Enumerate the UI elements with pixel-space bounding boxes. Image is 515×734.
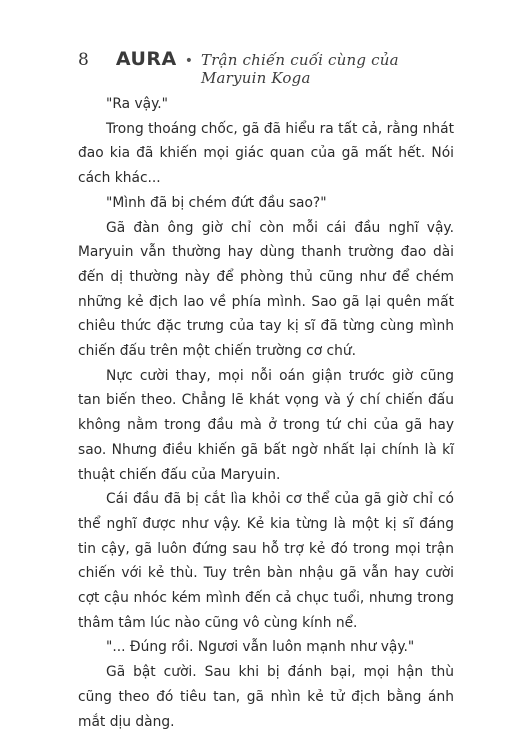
paragraph: Cái đầu đã bị cắt lìa khỏi cơ thể của gã giờ chỉ có thể nghĩ được như vậy. Kẻ kia từng là một kị sĩ đáng tin cậy, gã luôn đứng sau hỗ trợ kẻ đó trong mọi trận chiến với kẻ thù. Tuy trên bàn nhậu gã vẫn hay cười cợt cậu nhóc kém mình đến cả chục tuổi, nhưng trong thâm tâm lúc nào cũng vô cùng kính nể. — [78, 491, 454, 631]
book-title: Trận chiến cuối cùng của Maryuin Koga — [200, 51, 399, 87]
page-number: 8 — [78, 50, 89, 70]
paragraph: "Ra vậy." — [106, 96, 169, 112]
header-separator: • — [184, 53, 193, 69]
paragraph: Trong thoáng chốc, gã đã hiểu ra tất cả, rằng nhát đao kia đã khiến mọi giác quan của gã mất hết. Nói cách khác... — [78, 120, 454, 187]
paragraph: Gã bật cười. Sau khi bị đánh bại, mọi hận thù cũng theo đó tiêu tan, gã nhìn kẻ tử địch bằng ánh mắt dịu dàng. — [78, 664, 454, 730]
series-logo: AURA — [115, 48, 177, 70]
body-text — [78, 92, 454, 734]
running-header — [78, 48, 458, 87]
paragraph: "Mình đã bị chém đứt đầu sao?" — [106, 194, 327, 211]
paragraph: Nực cười thay, mọi nỗi oán giận trước giờ cũng tan biến theo. Chẳng lẽ khát vọng và ý chí chiến đấu không nằm trong đầu mà ở trong tứ chi của gã hay sao. Nhưng điều khiến gã bất ngờ nhất lại chính là kĩ thuật chiến đấu của Maryuin. — [78, 367, 454, 483]
paragraph: Gã đàn ông giờ chỉ còn mỗi cái đầu nghĩ vậy. Maryuin vẫn thường hay dùng thanh trường đao dài đến dị thường này để phòng thủ cũng như để chém những kẻ địch lao về phía mình. Sao gã lại quên mất chiêu thức đặc trưng của tay kị sĩ đã từng cùng mình chiến đấu trên một chiến trường cơ chứ. — [78, 219, 454, 360]
paragraph: "... Đúng rồi. Ngươi vẫn luôn mạnh như vậy." — [106, 639, 415, 656]
